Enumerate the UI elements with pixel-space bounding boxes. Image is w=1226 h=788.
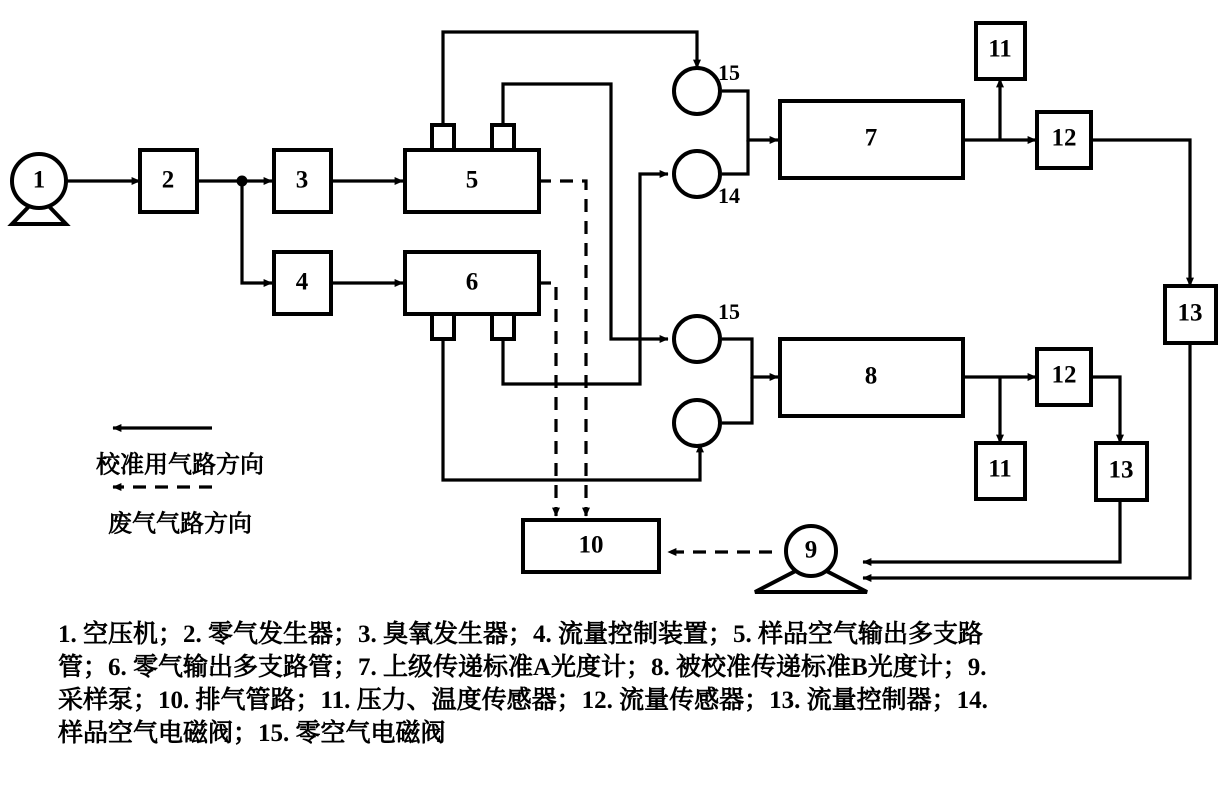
manifold-5-port-a	[432, 125, 454, 151]
zero-air-solenoid-valve-bottom[interactable]	[674, 400, 720, 446]
node-label-4: 4	[295, 268, 309, 296]
node-label-12-bottom: 12	[1051, 361, 1077, 389]
node-label-10: 10	[578, 531, 604, 559]
node-label-11-bottom: 11	[988, 455, 1012, 483]
node-label-2: 2	[161, 166, 175, 194]
node-label-5: 5	[465, 166, 479, 194]
node-label-6: 6	[465, 268, 479, 296]
legend-label-exhaust: 废气气路方向	[108, 511, 252, 538]
pipe-valve15-to-7	[722, 140, 748, 174]
node-label-12-top: 12	[1051, 124, 1077, 152]
pipe-valve15b-to-8	[722, 377, 752, 423]
figure-caption	[58, 618, 1178, 750]
pipe-2-to-4	[242, 181, 272, 283]
pipe-6-to-valve-15-bottom	[443, 339, 700, 480]
pipe-valve14b-to-8	[722, 339, 778, 377]
pipe-12-to-13-bottom	[1092, 377, 1120, 443]
manifold-6-port-b	[492, 313, 514, 339]
caption-line-2: 管；6. 零气输出多支路管；7. 上级传递标准A光度计；8. 被校准传递标准B光度计；9.	[58, 654, 987, 681]
node-label-1: 1	[32, 166, 46, 194]
node-label-7: 7	[864, 124, 878, 152]
node-label-15-top: 14	[718, 183, 740, 209]
pipe-12-to-13-right	[1092, 140, 1190, 286]
pipe-5-to-valve-14-top	[443, 32, 697, 125]
node-label-13-right: 13	[1177, 299, 1203, 327]
sample-air-solenoid-valve-bottom[interactable]	[674, 316, 720, 362]
node-label-11-top: 11	[988, 35, 1012, 63]
node-label-14-bottom: 15	[718, 299, 740, 325]
pipe-5-exhaust-to-10	[538, 181, 586, 516]
manifold-6-port-a	[432, 313, 454, 339]
node-label-9: 9	[804, 536, 818, 564]
node-label-8: 8	[864, 362, 878, 390]
pipe-13-bottom-to-pump	[863, 499, 1120, 562]
caption-line-1: 1. 空压机；2. 零气发生器；3. 臭氧发生器；4. 流量控制装置；5. 样品空气输出多支路	[58, 621, 984, 648]
caption-line-3: 采样泵；10. 排气管路；11. 压力、温度传感器；12. 流量传感器；13. 流量控制器；14.	[58, 687, 988, 714]
caption-line-4: 样品空气电磁阀；15. 零空气电磁阀	[58, 720, 446, 747]
pipe-valve14-to-7	[722, 91, 778, 140]
manifold-5-port-b	[492, 125, 514, 151]
node-label-3: 3	[295, 166, 309, 194]
node-label-14-top: 15	[718, 60, 740, 86]
legend-label-calibration: 校准用气路方向	[96, 452, 264, 479]
sample-air-solenoid-valve-top[interactable]	[674, 68, 720, 114]
zero-air-solenoid-valve-top[interactable]	[674, 151, 720, 197]
node-label-13-bottom: 13	[1108, 456, 1134, 484]
